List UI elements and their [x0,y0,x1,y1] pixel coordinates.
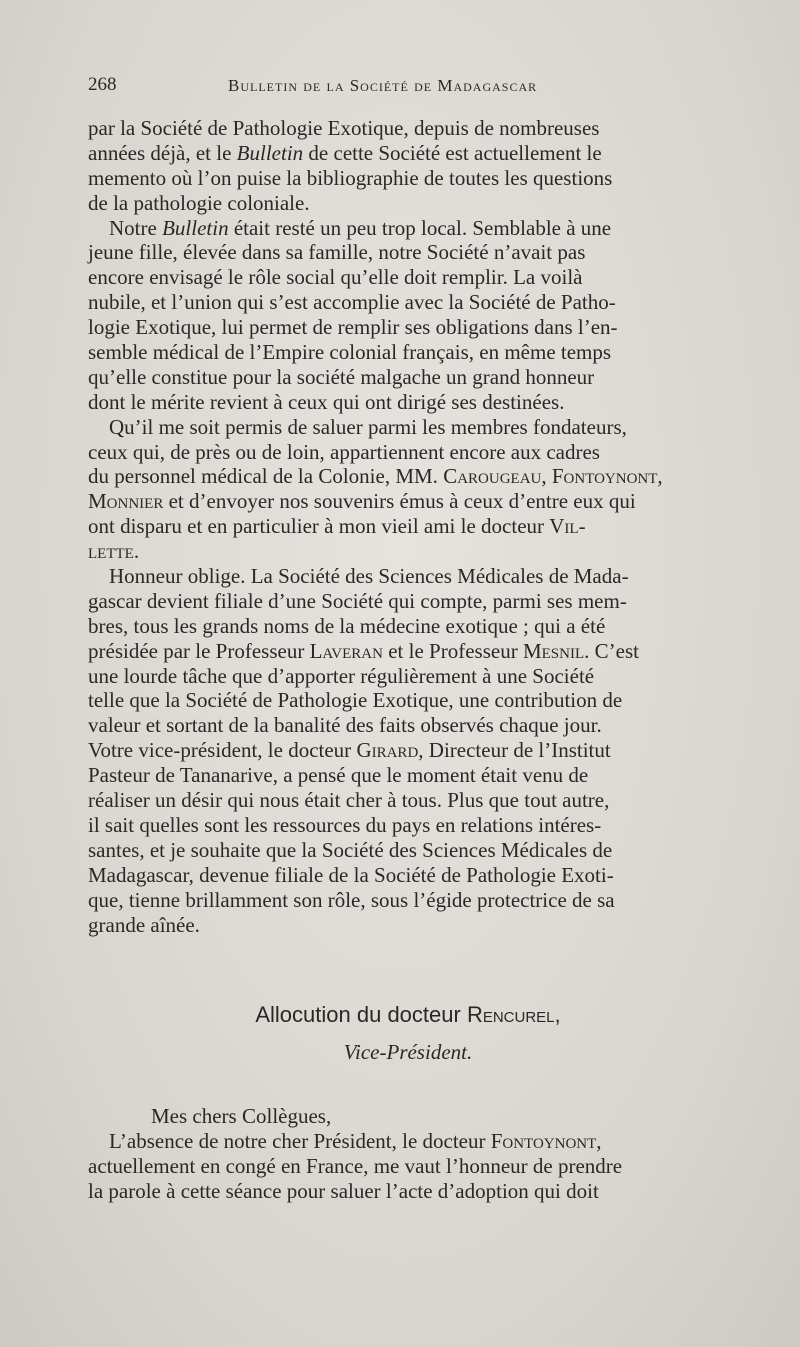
text-line [88,664,728,689]
text-run: que, tienne brillamment son rôle, sous l’égide protectrice de sa [88,887,615,912]
text-line [88,216,728,241]
address-text [88,1104,728,1204]
text-run: qu’elle constitue pour la société malgache un grand honneur [88,364,595,389]
text-run: était resté un peu trop local. Semblable à une [228,215,612,240]
text-run: , [541,464,552,489]
text-run: Pasteur de Tananarive, a pensé que le moment était venu de [88,763,589,788]
text-line [88,340,728,365]
text-run: encore envisagé le rôle social qu’elle doit remplir. La voilà [88,265,583,290]
section-title-suffix: , [554,1002,561,1027]
text-line [88,315,728,340]
text-run: Bulletin [236,140,304,165]
text-line [88,116,728,141]
text-run: grande aînée. [88,912,200,937]
text-run: semble médical de l’Empire colonial français, en même temps [88,340,612,365]
paragraph [88,216,728,415]
text-run: Madagascar, devenue filiale de la Société de Pathologie Exoti- [88,862,614,887]
text-run: bres, tous les grands noms de la médecine exotique ; qui a été [88,613,606,638]
text-run: Votre vice-président, le docteur [88,738,357,763]
section-subtitle: Vice-Président. [343,1040,473,1064]
section-title-name: Rencurel [466,1002,555,1027]
text-line [88,838,728,863]
text-run: logie Exotique, lui permet de remplir ses obligations dans l’en- [88,315,618,340]
text-run: Qu’il me soit permis de saluer parmi les membres fondateurs, [88,414,627,439]
address-line [88,1179,728,1204]
address-line [88,1104,728,1129]
text-run: de la pathologie coloniale. [88,190,310,215]
text-run: une lourde tâche que d’apporter régulièrement à une Société [88,663,595,688]
body-text [88,116,728,937]
paragraph [88,415,728,564]
text-run: Bulletin [162,215,229,240]
text-line [88,464,728,489]
text-run: et le Professeur [382,638,523,663]
text-run: Fontoynont [490,1128,597,1153]
text-run: . [133,539,140,564]
text-run: réaliser un désir qui nous était cher à tous. Plus que tout autre, [88,788,610,813]
running-head: Bulletin de la Société de Madagascar [228,76,538,95]
text-run: Vil- [549,514,586,539]
text-run: Carougeau [443,464,542,489]
text-run: Mesnil [522,638,585,663]
text-line [88,639,728,664]
text-run: présidée par le Professeur [88,638,310,663]
text-run: du personnel médical de la Colonie, MM. [88,464,444,489]
text-run: telle que la Société de Pathologie Exotique, une contribution de [88,688,623,713]
text-line [88,688,728,713]
text-run: jeune fille, élevée dans sa famille, notre Société n’avait pas [88,240,586,265]
text-run: Monnier [88,489,164,514]
text-run: ceux qui, de près ou de loin, appartiennent encore aux cadres [88,439,600,464]
text-run: , [596,1128,602,1153]
page-number: 268 [88,74,117,95]
text-line [88,888,728,913]
text-run: Fontoynont [551,464,658,489]
text-line [88,813,728,838]
text-line [88,589,728,614]
text-run: L’absence de notre cher Président, le docteur [88,1128,491,1153]
text-run: nubile, et l’union qui s’est accomplie avec la Société de Patho- [88,290,616,315]
text-run: Girard [356,738,419,763]
text-line [88,614,728,639]
text-line [88,489,728,514]
text-run: et d’envoyer nos souvenirs émus à ceux d’entre eux qui [163,489,636,514]
text-run: . C’est [584,638,639,663]
text-run: par la Société de Pathologie Exotique, depuis de nombreuses [88,116,600,140]
text-run: , [657,464,663,489]
text-line [88,240,728,265]
text-line [88,713,728,738]
page-header [88,74,728,104]
text-run: gascar devient filiale d’une Société qui compte, parmi ses mem- [88,588,627,613]
text-line [88,788,728,813]
text-line [88,290,728,315]
text-run: années déjà, et le [88,140,237,165]
text-line [88,265,728,290]
text-run: la parole à cette séance pour saluer l’acte d’adoption qui doit [88,1178,599,1203]
text-run: il sait quelles sont les ressources du pays en relations intéres- [88,812,602,837]
text-run: valeur et sortant de la banalité des faits observés chaque jour. [88,713,602,738]
text-run: Laveran [309,638,383,663]
text-line [88,564,728,589]
text-line [88,738,728,763]
text-run: dont le mérite revient à ceux qui ont dirigé ses destinées. [88,389,565,414]
text-run: ont disparu et en particulier à mon vieil ami le docteur [88,514,550,539]
text-line [88,539,728,564]
text-line [88,514,728,539]
section-title [88,1002,728,1028]
text-line [88,390,728,415]
text-line [88,863,728,888]
text-line [88,415,728,440]
text-run: lette [88,539,134,564]
text-run: actuellement en congé en France, me vaut l’honneur de prendre [88,1153,623,1178]
section-title-prefix: Allocution du docteur [255,1002,467,1027]
text-run: Notre [88,215,163,240]
text-line [88,141,728,166]
paragraph [88,116,728,216]
address-line [88,1154,728,1179]
text-run: Mes chers Collègues, [88,1104,332,1128]
text-line [88,763,728,788]
paragraph [88,564,728,937]
text-line [88,440,728,465]
text-run: santes, et je souhaite que la Société des Sciences Médicales de [88,837,613,862]
text-line [88,166,728,191]
text-run: , Directeur de l’Institut [418,738,611,763]
text-run: de cette Société est actuellement le [303,140,602,165]
text-line [88,913,728,938]
text-run: Honneur oblige. La Société des Sciences Médicales de Mada- [88,564,629,589]
text-line [88,365,728,390]
address-line [88,1129,728,1154]
text-line [88,191,728,216]
text-run: memento où l’on puise la bibliographie de toutes les questions [88,165,613,190]
